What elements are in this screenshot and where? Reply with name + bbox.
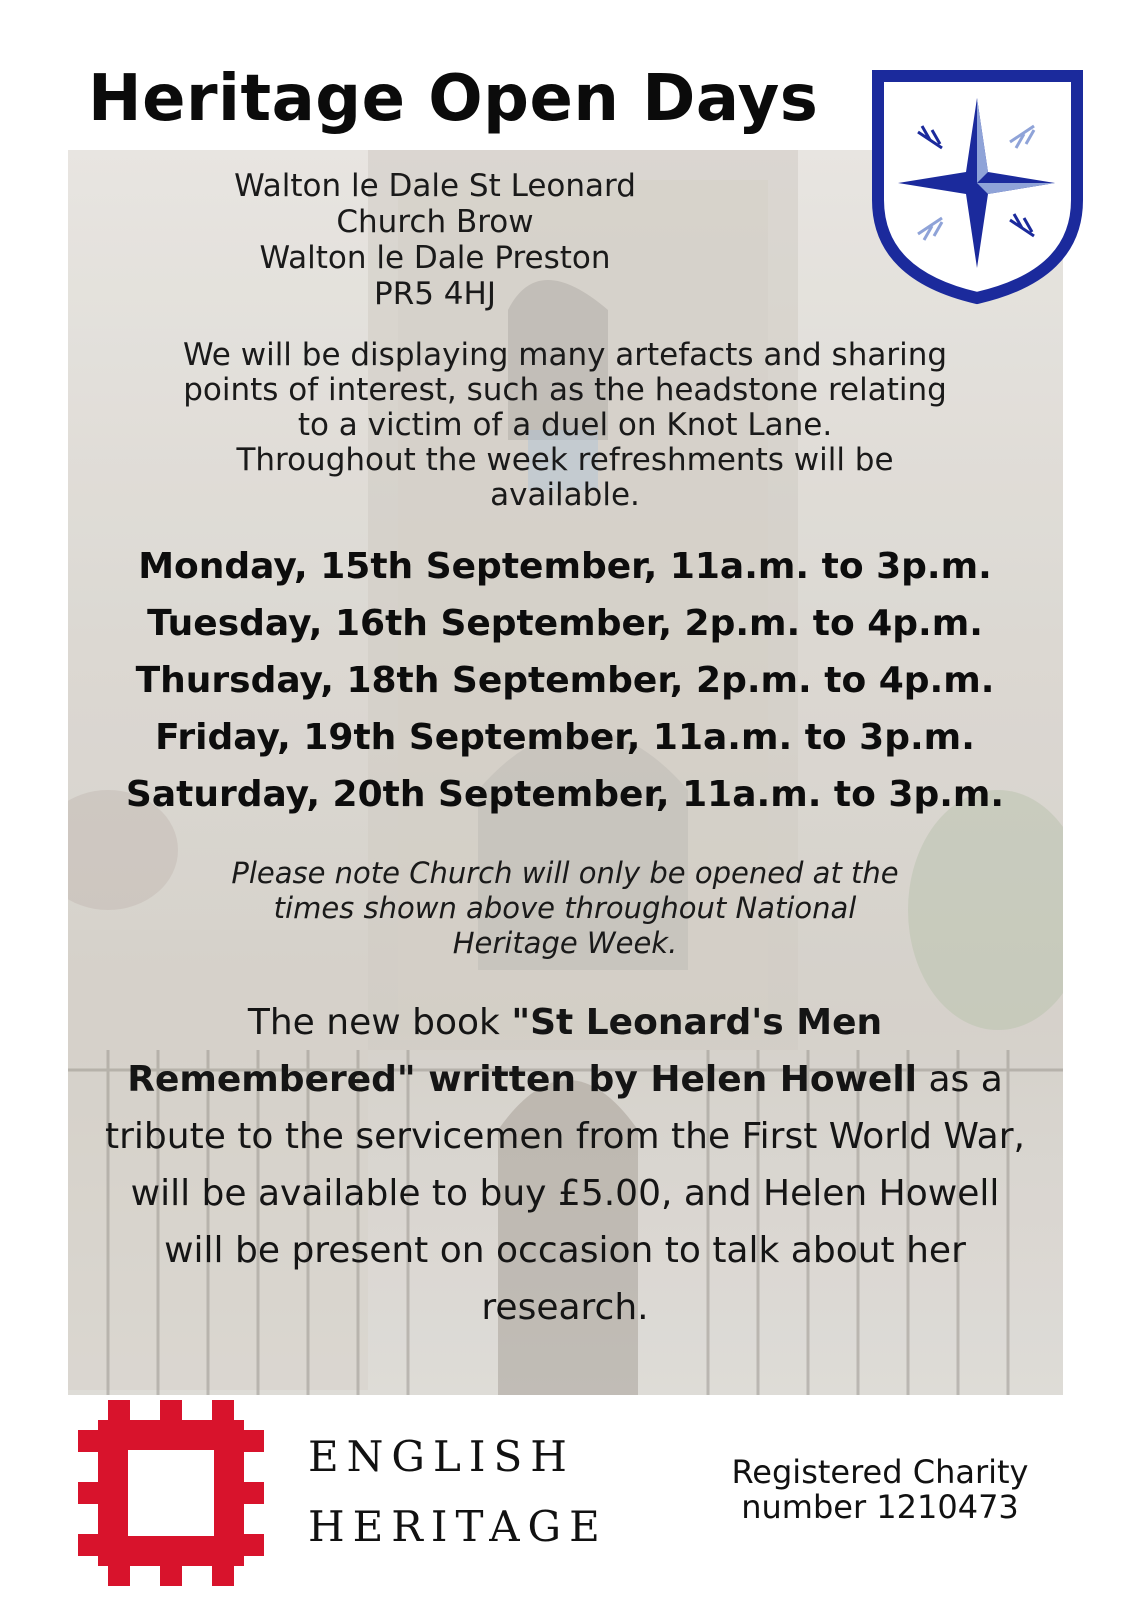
schedule-row: Tuesday, 16th September, 2p.m. to 4p.m. bbox=[147, 603, 983, 644]
charity-line: number 1210473 bbox=[741, 1488, 1019, 1526]
note-line: times shown above throughout National bbox=[273, 891, 857, 925]
schedule-row: Saturday, 20th September, 11a.m. to 3p.m. bbox=[125, 774, 1005, 815]
address-line: Church Brow bbox=[336, 204, 534, 240]
schedule-row: Friday, 19th September, 11a.m. to 3p.m. bbox=[155, 717, 975, 758]
book-prefix: The new book bbox=[247, 1002, 512, 1043]
church-address bbox=[170, 168, 700, 312]
church-crest-icon bbox=[870, 70, 1085, 305]
book-details: as a tribute to the servicemen from the First World War, will be available to buy £5.00, and Helen Howell will be present on occasion to talk about her research. bbox=[105, 1059, 1025, 1328]
intro-line: to a victim of a duel on Knot Lane. bbox=[297, 407, 833, 443]
book-title-author: "St Leonard's Men Remembered" written by Helen Howell bbox=[127, 1002, 918, 1100]
intro-paragraph bbox=[120, 338, 1010, 513]
intro-line: available. bbox=[490, 477, 640, 513]
address-line: PR5 4HJ bbox=[374, 276, 496, 312]
intro-line: We will be displaying many artefacts and sharing bbox=[182, 337, 948, 373]
note-line: Please note Church will only be opened at the bbox=[231, 856, 899, 890]
address-line: Walton le Dale St Leonard bbox=[234, 168, 636, 204]
opening-schedule bbox=[100, 538, 1030, 823]
note-line: Heritage Week. bbox=[452, 926, 678, 960]
book-announcement bbox=[100, 994, 1030, 1336]
opening-note bbox=[120, 856, 1010, 961]
charity-number bbox=[700, 1455, 1060, 1525]
charity-line: Registered Charity bbox=[731, 1453, 1029, 1491]
page-title: Heritage Open Days bbox=[88, 62, 819, 136]
address-line: Walton le Dale Preston bbox=[259, 240, 611, 276]
intro-line: points of interest, such as the headstone relating bbox=[183, 372, 947, 408]
english-heritage-word-2: HERITAGE bbox=[308, 1502, 608, 1551]
english-heritage-word-1: ENGLISH bbox=[308, 1432, 575, 1481]
schedule-row: Thursday, 18th September, 2p.m. to 4p.m. bbox=[135, 660, 995, 701]
intro-line: Throughout the week refreshments will be bbox=[236, 442, 894, 478]
english-heritage-logo-icon bbox=[78, 1400, 264, 1586]
schedule-row: Monday, 15th September, 11a.m. to 3p.m. bbox=[138, 546, 992, 587]
